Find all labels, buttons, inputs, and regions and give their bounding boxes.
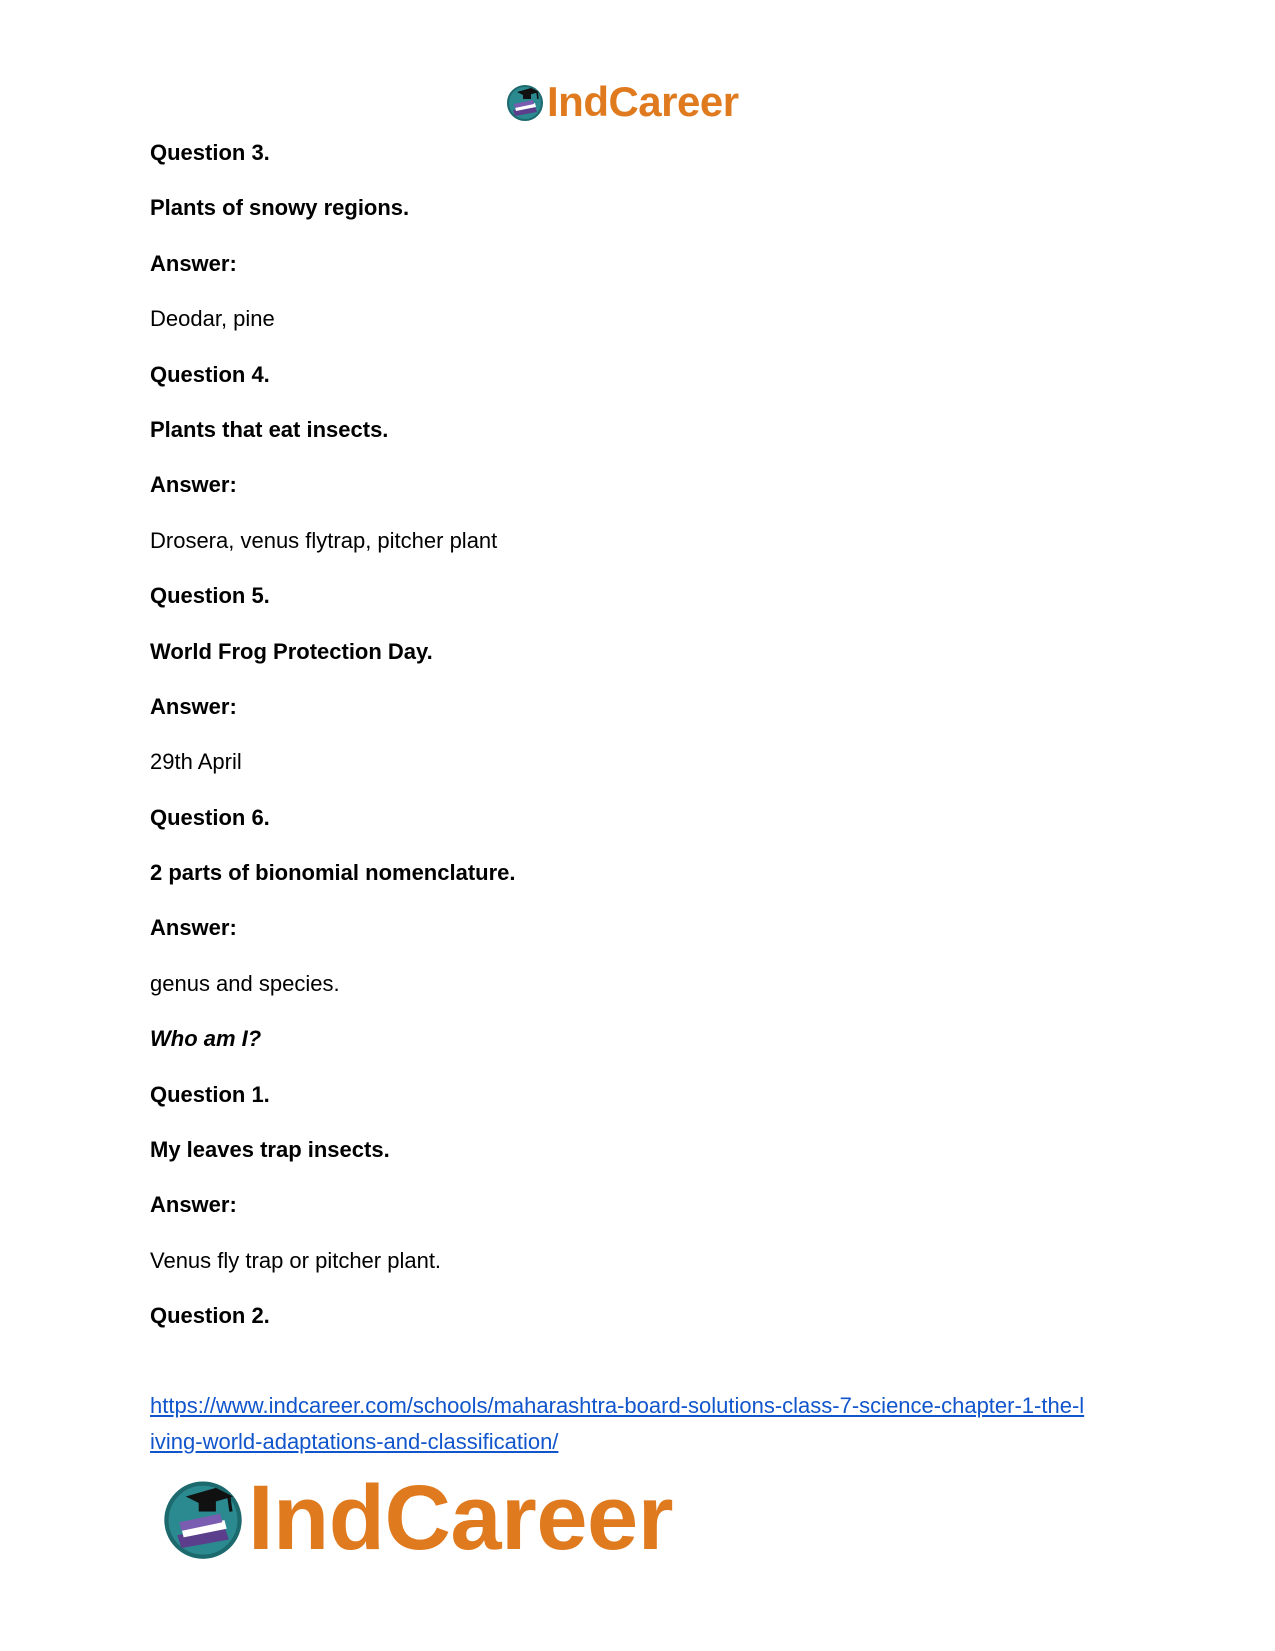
question-5-heading: Question 5. — [150, 583, 270, 609]
header-logo-text: IndCareer — [547, 78, 739, 125]
answer-text: Deodar, pine — [150, 306, 275, 332]
indcareer-logo-icon — [505, 82, 545, 122]
section-heading: Who am I? — [150, 1026, 262, 1052]
question-4-prompt: Plants that eat insects. — [150, 416, 389, 442]
question-3-prompt: Plants of snowy regions. — [150, 195, 410, 221]
answer-text: genus and species. — [150, 970, 340, 996]
header-logo — [505, 80, 739, 124]
source-link-line-2: iving-world-adaptations-and-classification/ — [150, 1429, 559, 1454]
answer-text: Drosera, venus flytrap, pitcher plant — [150, 527, 498, 553]
footer-logo — [160, 1467, 673, 1569]
indcareer-logo-icon — [160, 1475, 246, 1561]
question-6-prompt: 2 parts of bionomial nomenclature. — [150, 860, 516, 886]
question-2-heading: Question 2. — [150, 1303, 270, 1329]
source-link-line-1: https://www.indcareer.com/schools/maharashtra-board-solutions-class-7-science-chapter-1-the-l — [150, 1393, 1085, 1418]
answer-label: Answer: — [150, 472, 237, 498]
question-1-heading: Question 1. — [150, 1081, 270, 1107]
answer-label: Answer: — [150, 250, 237, 276]
answer-text: 29th April — [150, 749, 242, 775]
question-4-heading: Question 4. — [150, 361, 270, 387]
answer-label: Answer: — [150, 1192, 237, 1218]
question-1-prompt: My leaves trap insects. — [150, 1137, 390, 1163]
question-6-heading: Question 6. — [150, 804, 270, 830]
question-5-prompt: World Frog Protection Day. — [150, 638, 433, 664]
answer-label: Answer: — [150, 693, 237, 719]
document-body — [150, 140, 1150, 1359]
footer-logo-text: IndCareer — [248, 1467, 673, 1569]
source-link[interactable] — [150, 1393, 1084, 1454]
question-3-heading: Question 3. — [150, 140, 270, 165]
answer-label: Answer: — [150, 915, 237, 941]
source-link-block — [150, 1388, 1150, 1460]
answer-text: Venus fly trap or pitcher plant. — [150, 1247, 442, 1273]
